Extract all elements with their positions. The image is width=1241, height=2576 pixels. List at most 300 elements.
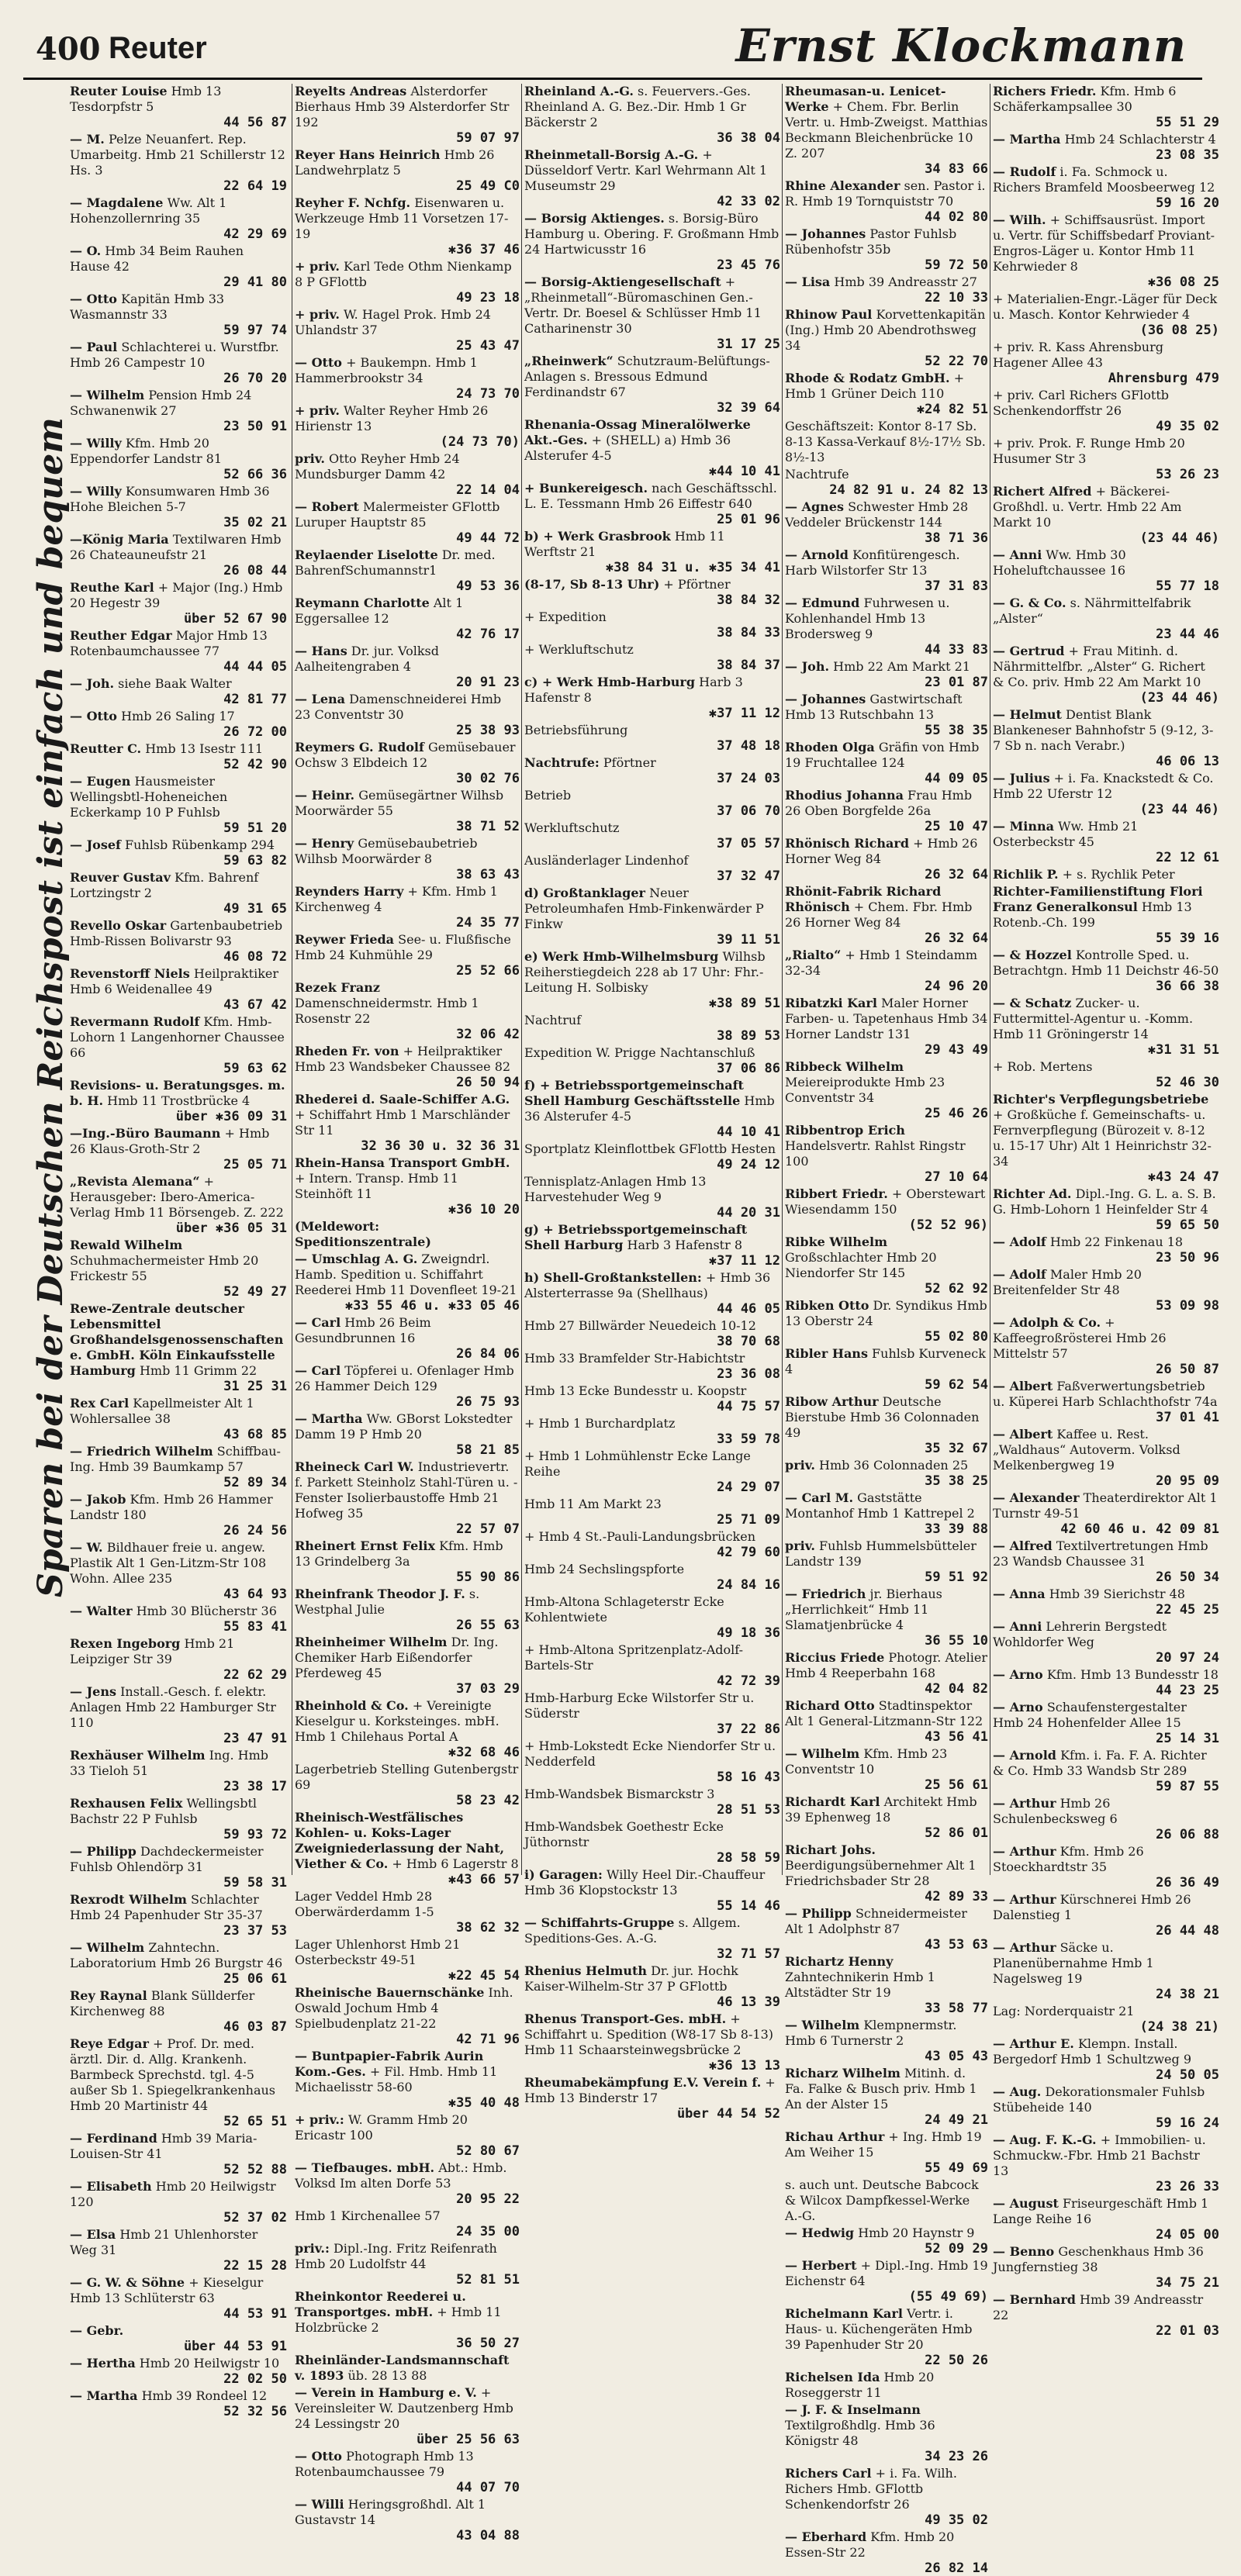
directory-entry	[993, 1796, 1219, 1842]
directory-entry	[785, 178, 988, 225]
directory-entry	[993, 771, 1219, 817]
entry-detail: Hmb 13 Tesdorpfstr 5	[70, 84, 222, 114]
entry-detail: Werkluftschutz	[524, 820, 620, 835]
entry-name: Reyher F. Nchfg.	[295, 195, 411, 210]
entry-detail: + Hmb 1 Burchardplatz	[524, 1416, 676, 1431]
entry-detail: Nachtruf	[524, 1013, 582, 1027]
entry-name: — Hedwig	[785, 2226, 855, 2240]
directory-entry	[295, 2497, 520, 2543]
directory-entry	[785, 740, 988, 786]
entry-phone: 55 83 41	[223, 1619, 287, 1635]
entry-name: — Robert	[295, 499, 359, 514]
entry-phone: 55 77 18	[1156, 578, 1219, 594]
entry-phone: 53 09 98	[1156, 1298, 1219, 1314]
entry-detail: Hmb 26 Schulenbecksweg 6	[993, 1796, 1118, 1826]
entry-detail: Heilpraktiker Hmb 6 Weidenallee 49	[70, 966, 278, 996]
entry-detail: + Major (Ing.) Hmb 20 Hegestr 39	[70, 580, 283, 610]
entry-phone: 43 68 85	[223, 1427, 287, 1442]
directory-entry	[295, 499, 520, 546]
entry-phone: 33 58 77	[925, 2001, 988, 2016]
entry-phone: 42 29 69	[223, 226, 287, 242]
directory-entry	[70, 1396, 287, 1442]
entry-detail: Handelsvertr. Rahlst Ringstr 100	[785, 1138, 966, 1169]
entry-name: — Walter	[70, 1604, 133, 1618]
directory-entry	[524, 577, 780, 608]
entry-phone: 52 65 51	[223, 2114, 287, 2129]
entry-phone: 59 07 97	[456, 130, 520, 146]
entry-detail: + Vereinigte Kieselgur u. Korksteinges. mbH. Hmb 1 Chilehaus Portal A	[295, 1698, 500, 1744]
entry-phone: 52 62 92	[925, 1281, 988, 1297]
entry-name: Richelsen Ida	[785, 2370, 880, 2384]
directory-entry	[70, 340, 287, 386]
entry-detail: Hmb 13 Ecke Bundesstr u. Koopstr	[524, 1383, 747, 1398]
entry-phone: 24 49 21	[925, 2112, 988, 2128]
directory-entry	[70, 2036, 287, 2129]
entry-phone: (24 38 21)	[1139, 2019, 1219, 2035]
entry-phone: 25 43 47	[456, 338, 520, 354]
entry-phone: 42 76 17	[456, 627, 520, 642]
directory-entry	[295, 1219, 520, 1250]
directory-entry	[295, 259, 520, 306]
entry-phone: 20 95 22	[456, 2191, 520, 2207]
directory-entry	[295, 2353, 520, 2384]
entry-name: Richlik P.	[993, 867, 1059, 882]
directory-entry	[295, 1985, 520, 2047]
entry-detail: Gastwirtschaft Hmb 13 Rutschbahn 13	[785, 692, 963, 722]
entry-name: — Wilhelm	[785, 1746, 860, 1761]
entry-detail: Geschenkhaus Hmb 36 Jungfernstieg 38	[993, 2244, 1204, 2274]
directory-entry	[70, 676, 287, 707]
directory-entry	[524, 1690, 780, 1737]
entry-phone: 23 37 53	[223, 1923, 287, 1939]
directory-entry	[295, 1587, 520, 1633]
entry-phone: 28 51 53	[717, 1802, 780, 1818]
directory-entry	[524, 1351, 780, 1382]
entry-phone: 52 89 34	[223, 1475, 287, 1490]
directory-entry	[70, 1014, 287, 1076]
entry-name: Rheumabekämpfung E.V. Verein f.	[524, 2075, 762, 2090]
entry-name: Rezek Franz	[295, 980, 380, 995]
directory-entry	[70, 243, 287, 290]
entry-name: d) Großtanklager	[524, 886, 645, 900]
entry-phone: 52 32 56	[223, 2404, 287, 2419]
entry-detail: Schutzraum-Belüftungs-Anlagen s. Bressous Edmund Ferdinandstr 67	[524, 354, 770, 399]
directory-entry	[785, 1346, 988, 1393]
entry-detail: + Herausgeber: Ibero-America-Verlag Hmb 11 Börsengeb. Z. 222	[70, 1174, 284, 1220]
entry-phone: 25 49 C0	[456, 178, 520, 194]
entry-detail: Pension Hmb 24 Schwanenwik 27	[70, 388, 252, 418]
entry-detail: + Rob. Mertens	[993, 1059, 1093, 1074]
entry-name: Ribler Hans	[785, 1346, 868, 1361]
entry-detail: + Heilpraktiker Hmb 23 Wandsbeker Chaussee 82	[295, 1044, 511, 1074]
entry-name: Richelmann Karl	[785, 2306, 903, 2321]
directory-entry	[295, 1044, 520, 1090]
entry-phone: 52 86 01	[925, 1825, 988, 1841]
entry-detail: Nachtrufe	[785, 467, 849, 482]
entry-detail: Kapitän Hmb 33 Wasmannstr 33	[70, 292, 225, 322]
directory-entry	[785, 1954, 988, 2016]
entry-phone: 59 51 20	[223, 820, 287, 836]
directory-entry	[524, 417, 780, 479]
entry-detail: + Hmb 11 Holzbrücke 2	[295, 2305, 502, 2335]
directory-entry	[524, 1963, 780, 2010]
directory-entry	[295, 740, 520, 786]
directory-entry	[70, 2356, 287, 2387]
entry-name: — M.	[70, 132, 105, 147]
directory-entry	[993, 1587, 1219, 1618]
directory-entry	[524, 2011, 780, 2074]
entry-phone: 42 79 60	[717, 1545, 780, 1560]
side-advertisement-slogan: Sparen bei der Deutschen Reichspost ist einfach und bequem	[31, 417, 71, 1597]
directory-entry	[295, 147, 520, 194]
entry-detail: Dekorationsmaler Fuhlsb Stübeheide 140	[993, 2084, 1205, 2115]
entry-detail: + Hmb 1 Steindamm 32-34	[785, 948, 978, 978]
directory-entry	[70, 1684, 287, 1746]
directory-entry	[295, 2241, 520, 2288]
entry-name: — Elsa	[70, 2227, 116, 2242]
entry-detail: Ww. Hmb 30 Hoheluftchaussee 16	[993, 547, 1126, 578]
entry-name: Rhenania-Ossag Mineralölwerke Akt.-Ges.	[524, 417, 751, 447]
entry-name: Richers Carl	[785, 2466, 872, 2481]
directory-entry	[524, 723, 780, 754]
entry-name: — & Schatz	[993, 996, 1072, 1010]
directory-entry	[785, 948, 988, 994]
entry-detail: Lag: Norderquaistr 21	[993, 2004, 1135, 2018]
entry-phone: 52 42 90	[223, 757, 287, 772]
entry-detail: Hmb 13 Rotenb.-Ch. 199	[993, 900, 1192, 930]
entry-name: + Bunkereigesch.	[524, 481, 648, 496]
entry-detail: Expedition W. Prigge Nachtanschluß	[524, 1045, 755, 1060]
entry-name: (8-17, Sb 8-13 Uhr)	[524, 577, 660, 592]
directory-entry	[993, 436, 1219, 482]
entry-name: — Adolph & Co.	[993, 1315, 1101, 1330]
entry-name: Rhönit-Fabrik Richard Rhönisch	[785, 884, 942, 914]
directory-entry	[524, 1787, 780, 1818]
entry-detail: Photogr. Atelier Hmb 4 Reeperbahn 168	[785, 1650, 987, 1680]
entry-phone: 26 06 88	[1156, 1827, 1219, 1842]
entry-name: Rewe-Zentrale deutscher Lebensmittel Großhandelsgenossenschaften e. GmbH. Köln Einkaufsstelle Hamburg	[70, 1301, 284, 1378]
entry-name: — G. & Co.	[993, 596, 1066, 610]
entry-phone: 32 06 42	[456, 1027, 520, 1042]
directory-entry	[70, 195, 287, 242]
entry-name: Reuver Gustav	[70, 870, 171, 885]
entry-phone: ✱32 68 46	[448, 1745, 520, 1760]
entry-name: — Gertrud	[993, 644, 1065, 658]
entry-phone: 43 53 63	[925, 1937, 988, 1953]
directory-entry	[295, 355, 520, 402]
entry-name: — Friedrich Wilhelm	[70, 1444, 213, 1459]
directory-entry	[993, 1059, 1219, 1090]
entry-phone: 26 08 44	[223, 563, 287, 578]
entry-detail: Hmb 11 Am Markt 23	[524, 1497, 662, 1511]
entry-phone: 23 44 46	[1156, 627, 1219, 642]
entry-name: Reymers G. Rudolf	[295, 740, 424, 754]
entry-phone: 52 81 51	[456, 2272, 520, 2288]
directory-entry	[295, 1155, 520, 1217]
entry-phone: 24 50 05	[1156, 2067, 1219, 2083]
entry-name: — Arno	[993, 1667, 1043, 1682]
entry-detail: Geschäftszeit: Kontor 8-17 Sb. 8-13 Kassa-Verkauf 8½-17½ Sb. 8½-13	[785, 419, 986, 464]
entry-detail: Damenschneidermstr. Hmb 1 Rosenstr 22	[295, 996, 479, 1026]
entry-phone: ✱36 10 20	[448, 1202, 520, 1217]
entry-detail: Ing. Hmb 33 Tieloh 51	[70, 1748, 268, 1778]
entry-detail: + Hmb 1 Grüner Deich 110	[785, 371, 965, 401]
entry-phone: (55 49 69)	[908, 2289, 988, 2305]
entry-phone: 24 29 07	[717, 1480, 780, 1495]
entry-name: — & Hozzel	[993, 948, 1072, 962]
entry-name: Rheinert Ernst Felix	[295, 1538, 435, 1553]
directory-entry	[993, 2292, 1219, 2339]
entry-name: — Arthur	[993, 1796, 1056, 1811]
entry-phone: 58 21 85	[456, 1442, 520, 1458]
directory-entry	[295, 1459, 520, 1537]
entry-detail: Dentist Blank Blankeneser Bahnhofstr 5 (9-12, 3-7 Sb n. nach Verabr.)	[993, 707, 1214, 753]
entry-phone: 34 83 66	[925, 161, 988, 177]
entry-phone: ✱22 45 54	[448, 1968, 520, 1984]
entry-phone: 34 75 21	[1156, 2275, 1219, 2291]
entry-detail: Blank Süllderfer Kirchenweg 88	[70, 1988, 255, 2018]
entry-detail: s. Borsig-Büro Hamburg u. Obering. F. Großmann Hmb 24 Hartwicusstr 16	[524, 211, 780, 257]
entry-name: — Alfred	[993, 1538, 1053, 1553]
directory-entry	[295, 2112, 520, 2159]
entry-phone: 49 35 02	[925, 2512, 988, 2528]
entry-detail: s. Feuervers.-Ges. Rheinland A. G. Bez.-Dir. Hmb 1 Gr Bäckerstr 2	[524, 84, 751, 129]
entry-phone: 26 36 49	[1156, 1875, 1219, 1891]
entry-detail: + Kfm. Hmb 1 Kirchenweg 4	[295, 884, 498, 914]
directory-entry	[295, 980, 520, 1042]
entry-detail: Dr. Ing. Chemiker Harb Eißendorfer Pferdeweg 45	[295, 1635, 499, 1680]
directory-entry	[295, 2449, 520, 2495]
entry-phone: 59 87 55	[1156, 1779, 1219, 1794]
entry-name: Reyer Hans Heinrich	[295, 147, 441, 162]
entry-name: Richter's Verpflegungsbetriebe	[993, 1092, 1209, 1107]
entry-detail: Kfm. Hmb 26 Hammer Landstr 180	[70, 1492, 273, 1522]
entry-detail: Kürschnerei Hmb 26 Dalenstieg 1	[993, 1892, 1191, 1922]
entry-phone: 26 82 14	[925, 2560, 988, 2576]
column-rule	[521, 84, 522, 1875]
entry-detail: Faßverwertungsbetrieb u. Küperei Harb Schlachthofstr 74a	[993, 1379, 1218, 1409]
directory-entry	[70, 1078, 287, 1124]
entry-detail: Schneidermeister Alt 1 Adolphstr 87	[785, 1906, 967, 1936]
entry-detail: + Ing. Hmb 19 Am Weiher 15	[785, 2129, 982, 2160]
entry-detail: Damenschneiderei Hmb 23 Conventstr 30	[295, 692, 502, 722]
entry-name: — Philipp	[785, 1906, 852, 1921]
entry-name: — Arthur	[993, 1940, 1056, 1955]
directory-entry	[524, 1497, 780, 1528]
entry-detail: Fuhrwesen u. Kohlenhandel Hmb 13 Brodersweg 9	[785, 596, 950, 641]
entry-phone: über 25 56 63	[416, 2432, 520, 2447]
entry-detail: s. Allgem. Speditions-Ges. A.-G.	[524, 1915, 741, 1946]
entry-phone: 42 81 77	[223, 692, 287, 707]
directory-entry	[785, 1906, 988, 1953]
entry-detail: Klempnermstr. Hmb 6 Turnerstr 2	[785, 2018, 957, 2048]
entry-name: — Lisa	[785, 275, 831, 289]
entry-phone: 44 20 31	[717, 1205, 780, 1221]
entry-detail: Lagerbetrieb Stelling Gutenbergstr 69	[295, 1762, 519, 1792]
entry-name: Rhederei d. Saale-Schiffer A.G.	[295, 1092, 510, 1107]
entry-name: — Albert	[993, 1427, 1053, 1442]
entry-detail: Hmb 26 Landwehrplatz 5	[295, 147, 495, 178]
entry-phone: 39 11 51	[717, 932, 780, 948]
entry-phone: 23 36 08	[717, 1366, 780, 1382]
entry-name: — Henry	[295, 836, 354, 851]
entry-detail: Hmb 36 Colonnaden 25	[819, 1458, 969, 1473]
entry-phone: 26 55 63	[456, 1618, 520, 1633]
entry-detail: Friseurgeschäft Hmb 1 Lange Reihe 16	[993, 2196, 1209, 2226]
entry-name: Reuther Edgar	[70, 628, 172, 643]
entry-name: Reyelts Andreas	[295, 84, 407, 98]
entry-detail: W. Gramm Hmb 20 Ericastr 100	[295, 2112, 468, 2143]
entry-phone: ✱36 37 46	[448, 242, 520, 257]
directory-entry	[295, 2385, 520, 2447]
entry-detail: Fuhlsb Kurveneck 4	[785, 1346, 986, 1376]
entry-detail: W. Hagel Prok. Hmb 24 Uhlandstr 37	[295, 307, 491, 337]
entry-detail: Hmb 20 Haynstr 9	[858, 2226, 975, 2240]
entry-phone: (52 52 96)	[908, 1217, 988, 1233]
entry-phone: 52 09 29	[925, 2241, 988, 2257]
entry-name: — Buntpapier-Fabrik Aurin Kom.-Ges.	[295, 2049, 484, 2079]
entry-detail: Hmb 1 Kirchenallee 57	[295, 2208, 441, 2223]
directory-entry	[70, 741, 287, 772]
entry-detail: Fuhlsb Hummelsbütteler Landstr 139	[785, 1538, 977, 1569]
entry-name: — Willy	[70, 484, 122, 499]
entry-detail: + Prof. Dr. med. ärztl. Dir. d. Allg. Krankenh. Barmbeck Sprechstd. tgl. 4-5 außer Sb 1. Spiegelkrankenhaus Hmb 20 Martinistr 44	[70, 2036, 276, 2113]
entry-detail: Hmb 36 Alsterufer 4-5	[524, 1093, 775, 1124]
entry-detail: Hmb 11 Grimm 22	[139, 1363, 258, 1378]
entry-detail: Kontrolle Sped. u. Betrachtgn. Hmb 11 Deichstr 46-50	[993, 948, 1219, 978]
entry-phone: 25 10 47	[925, 819, 988, 834]
entry-phone: 42 89 33	[925, 1889, 988, 1904]
directory-entry	[785, 1490, 988, 1537]
entry-name: Rhenius Helmuth	[524, 1963, 647, 1978]
entry-phone: 58 16 43	[717, 1770, 780, 1785]
entry-phone: 59 65 50	[1156, 1217, 1219, 1233]
entry-name: Rheinmetall-Borsig A.-G.	[524, 147, 699, 162]
entry-detail: + Expedition	[524, 609, 607, 624]
directory-entry	[993, 948, 1219, 994]
entry-detail: + Großküche f. Gemeinschafts- u. Fernverpflegung (Bürozeit v. 8-12 u. 15-17 Uhr) Alt 1 Heinrichstr 32-34	[993, 1107, 1212, 1169]
entry-detail: Hmb 26 Saling 17	[121, 709, 235, 723]
directory-entry	[70, 436, 287, 482]
entry-detail: Kfm. Hmb 6 Schäferkampsallee 30	[993, 84, 1177, 114]
entry-detail: Hausmeister Wellingsbtl-Hoheneichen Eckerkamp 10 P Fuhlsb	[70, 774, 228, 820]
entry-phone: 37 03 29	[456, 1681, 520, 1697]
directory-entry	[785, 2258, 988, 2305]
directory-entry	[785, 1842, 988, 1904]
entry-detail: Schlachterei u. Wurstfbr. Hmb 26 Campestr 10	[70, 340, 279, 370]
entry-detail: Meiereiprodukte Hmb 23 Conventstr 34	[785, 1075, 945, 1105]
entry-phone: ✱31 31 51	[1147, 1042, 1219, 1058]
directory-entry	[295, 403, 520, 450]
directory-entry	[785, 996, 988, 1058]
entry-name: — Johannes	[785, 692, 866, 706]
entry-phone: 42 33 02	[717, 194, 780, 209]
entry-name: — Borsig-Aktiengesellschaft	[524, 275, 721, 289]
entry-phone: (23 44 46)	[1139, 690, 1219, 706]
entry-detail: Theaterdirektor Alt 1 Turnstr 49-51	[993, 1490, 1218, 1521]
entry-phone: 26 50 87	[1156, 1362, 1219, 1377]
entry-name: —Ing.-Büro Baumann	[70, 1126, 221, 1141]
entry-name: — Schiffahrts-Gruppe	[524, 1915, 675, 1930]
entry-phone: 38 84 33	[717, 625, 780, 641]
directory-entry	[993, 2084, 1219, 2131]
entry-phone: ✱35 40 48	[448, 2095, 520, 2111]
entry-phone: 59 51 92	[925, 1569, 988, 1585]
entry-name: — Minna	[993, 819, 1054, 834]
entry-detail: + priv. Prok. F. Runge Hmb 20 Husumer Str 3	[993, 436, 1185, 466]
entry-name: Rhine Alexander	[785, 178, 901, 193]
entry-phone: ✱33 55 46 u. ✱33 05 46	[344, 1298, 520, 1314]
directory-entry	[993, 1186, 1219, 1233]
directory-entry	[993, 1092, 1219, 1185]
entry-phone: 23 45 76	[717, 257, 780, 273]
directory-entry	[785, 2226, 988, 2257]
entry-detail: Gaststätte Montanhof Hmb 1 Kattrepel 2	[785, 1490, 975, 1521]
directory-entry	[70, 1238, 287, 1300]
entry-detail: Malermeister GFlottb Luruper Hauptstr 85	[295, 499, 500, 530]
entry-detail: + Pförtner	[663, 577, 731, 592]
entry-name: — G. W. & Söhne	[70, 2275, 185, 2290]
directory-entry	[785, 2466, 988, 2528]
entry-detail: Industrievertr. f. Parkett Steinholz Stahl-Türen u. -Fenster Isolierbaustoffe Hmb 21 Hofweg 35	[295, 1459, 518, 1521]
entry-detail: Mitinh. d. Fa. Falke & Busch priv. Hmb 1 An der Alster 15	[785, 2066, 977, 2112]
entry-name: Rheinländer-Landsmannschaft v. 1893	[295, 2353, 510, 2383]
directory-column-4	[785, 84, 988, 2576]
entry-phone: 23 01 87	[925, 675, 988, 690]
directory-entry	[295, 1092, 520, 1154]
entry-name: — Wilhelm	[785, 2018, 860, 2032]
entry-name: — August	[993, 2196, 1059, 2211]
entry-name: + priv.	[295, 259, 340, 274]
entry-phone: 38 70 68	[717, 1334, 780, 1349]
directory-entry	[70, 837, 287, 868]
entry-detail: Hmb-Wandsbek Goethestr Ecke Jüthornstr	[524, 1819, 724, 1849]
directory-entry	[295, 2289, 520, 2351]
entry-name: Reylaender Liselotte	[295, 547, 438, 562]
entry-name: — Arnold	[993, 1748, 1056, 1763]
entry-name: — Helmut	[993, 707, 1062, 722]
entry-phone: 49 35 02	[1156, 419, 1219, 434]
entry-phone: 23 50 96	[1156, 1250, 1219, 1266]
entry-phone: 43 67 42	[223, 997, 287, 1013]
directory-entry	[993, 596, 1219, 642]
directory-entry	[993, 1940, 1219, 2002]
entry-detail: Ausländerlager Lindenhof	[524, 853, 689, 868]
entry-name: — Aug.	[993, 2084, 1042, 2099]
entry-phone: 22 64 19	[223, 178, 287, 194]
entry-detail: Konfitürengesch. Harb Wilstorfer Str 13	[785, 547, 960, 578]
entry-phone: 25 05 71	[223, 1157, 287, 1172]
entry-detail: Hmb 20 Heilwigstr 10	[139, 2356, 280, 2371]
directory-entry	[785, 2018, 988, 2064]
entry-name: — Willi	[295, 2497, 344, 2512]
entry-phone: ✱24 82 51	[916, 402, 988, 417]
directory-entry	[524, 1739, 780, 1785]
entry-phone: 36 55 10	[925, 1633, 988, 1649]
entry-detail: Gemüsebaubetrieb Wilhsb Moorwärder 8	[295, 836, 478, 866]
entry-detail: Tennisplatz-Anlagen Hmb 13 Harvestehuder Weg 9	[524, 1174, 707, 1204]
entry-name: Revenstorff Niels	[70, 966, 190, 981]
entry-detail: Hmb 33 Bramfelder Str-Habichtstr	[524, 1351, 745, 1366]
entry-detail: + i. Fa. Knackstedt & Co. Hmb 22 Uferstr 12	[993, 771, 1214, 801]
directory-entry	[295, 1810, 520, 1887]
entry-phone: 26 84 06	[456, 1346, 520, 1362]
entry-name: Reynders Harry	[295, 884, 404, 899]
entry-phone: 22 10 33	[925, 290, 988, 306]
running-head: Reuter	[109, 31, 207, 65]
entry-phone: 43 05 43	[925, 2049, 988, 2064]
entry-detail: Textilwaren Hmb 26 Chateauneufstr 21	[70, 532, 282, 562]
